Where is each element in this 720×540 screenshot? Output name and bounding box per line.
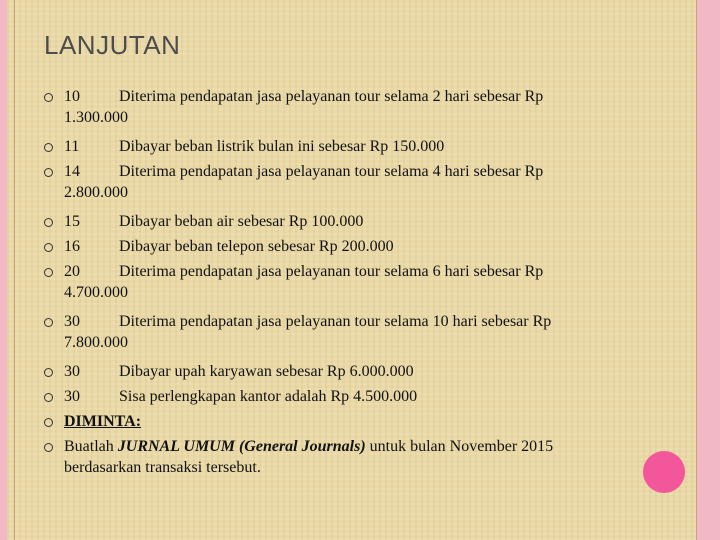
transaction-day: 30: [64, 313, 80, 330]
bullet-icon: [44, 168, 53, 177]
list-item: [44, 311, 644, 353]
bullet-icon: [44, 443, 53, 452]
list-item: [44, 386, 644, 407]
bullet-icon: [44, 143, 53, 152]
bullet-icon: [44, 243, 53, 252]
transaction-day: 20: [64, 263, 80, 280]
transaction-day: 10: [64, 88, 80, 105]
transaction-text: Dibayar beban telepon sebesar Rp 200.000: [119, 238, 394, 255]
bullet-icon: [44, 393, 53, 402]
list-item: [44, 236, 644, 257]
instruction-suffix: untuk bulan November 2015: [365, 438, 554, 455]
instruction-emphasis: JURNAL UMUM (General Journals): [117, 438, 366, 455]
diminta-heading: DIMINTA:: [64, 413, 142, 430]
list-item: [44, 361, 644, 382]
bullet-icon: [44, 368, 53, 377]
transaction-day: 30: [64, 363, 80, 380]
transaction-text: Diterima pendapatan jasa pelayanan tour selama 4 hari sebesar Rp: [119, 163, 544, 180]
bullet-icon: [44, 318, 53, 327]
left-edge-line: [14, 0, 15, 540]
decorative-circle: [643, 451, 685, 493]
list-item: [44, 86, 644, 128]
transaction-text: Dibayar upah karyawan sebesar Rp 6.000.000: [119, 363, 414, 380]
transaction-day: 30: [64, 388, 80, 405]
transaction-text-cont: 7.800.000: [64, 334, 128, 351]
transaction-text-cont: 4.700.000: [64, 284, 128, 301]
bullet-icon: [44, 268, 53, 277]
instruction-line2: berdasarkan transaksi tersebut.: [64, 459, 261, 476]
transaction-day: 15: [64, 213, 80, 230]
transaction-text-cont: 1.300.000: [64, 109, 128, 126]
bullet-icon: [44, 218, 53, 227]
transaction-text: Dibayar beban listrik bulan ini sebesar Rp 150.000: [119, 138, 445, 155]
list-item: [44, 136, 644, 157]
transaction-day: 11: [64, 138, 80, 155]
list-item: [44, 161, 644, 203]
slide-title: LANJUTAN: [44, 30, 181, 60]
transaction-text-cont: 2.800.000: [64, 184, 128, 201]
list-item: [44, 436, 644, 478]
right-edge-line: [696, 0, 697, 540]
transaction-list: [44, 86, 644, 482]
transaction-text: Sisa perlengkapan kantor adalah Rp 4.500.000: [119, 388, 418, 405]
instruction-prefix: Buatlah: [64, 438, 118, 455]
list-item: [44, 411, 644, 432]
transaction-day: 16: [64, 238, 80, 255]
transaction-text: Dibayar beban air sebesar Rp 100.000: [119, 213, 364, 230]
bullet-icon: [44, 418, 53, 427]
transaction-text: Diterima pendapatan jasa pelayanan tour selama 10 hari sebesar Rp: [119, 313, 552, 330]
bullet-icon: [44, 93, 53, 102]
list-item: [44, 261, 644, 303]
transaction-text: Diterima pendapatan jasa pelayanan tour selama 6 hari sebesar Rp: [119, 263, 544, 280]
transaction-day: 14: [64, 163, 80, 180]
transaction-text: Diterima pendapatan jasa pelayanan tour selama 2 hari sebesar Rp: [119, 88, 544, 105]
list-item: [44, 211, 644, 232]
